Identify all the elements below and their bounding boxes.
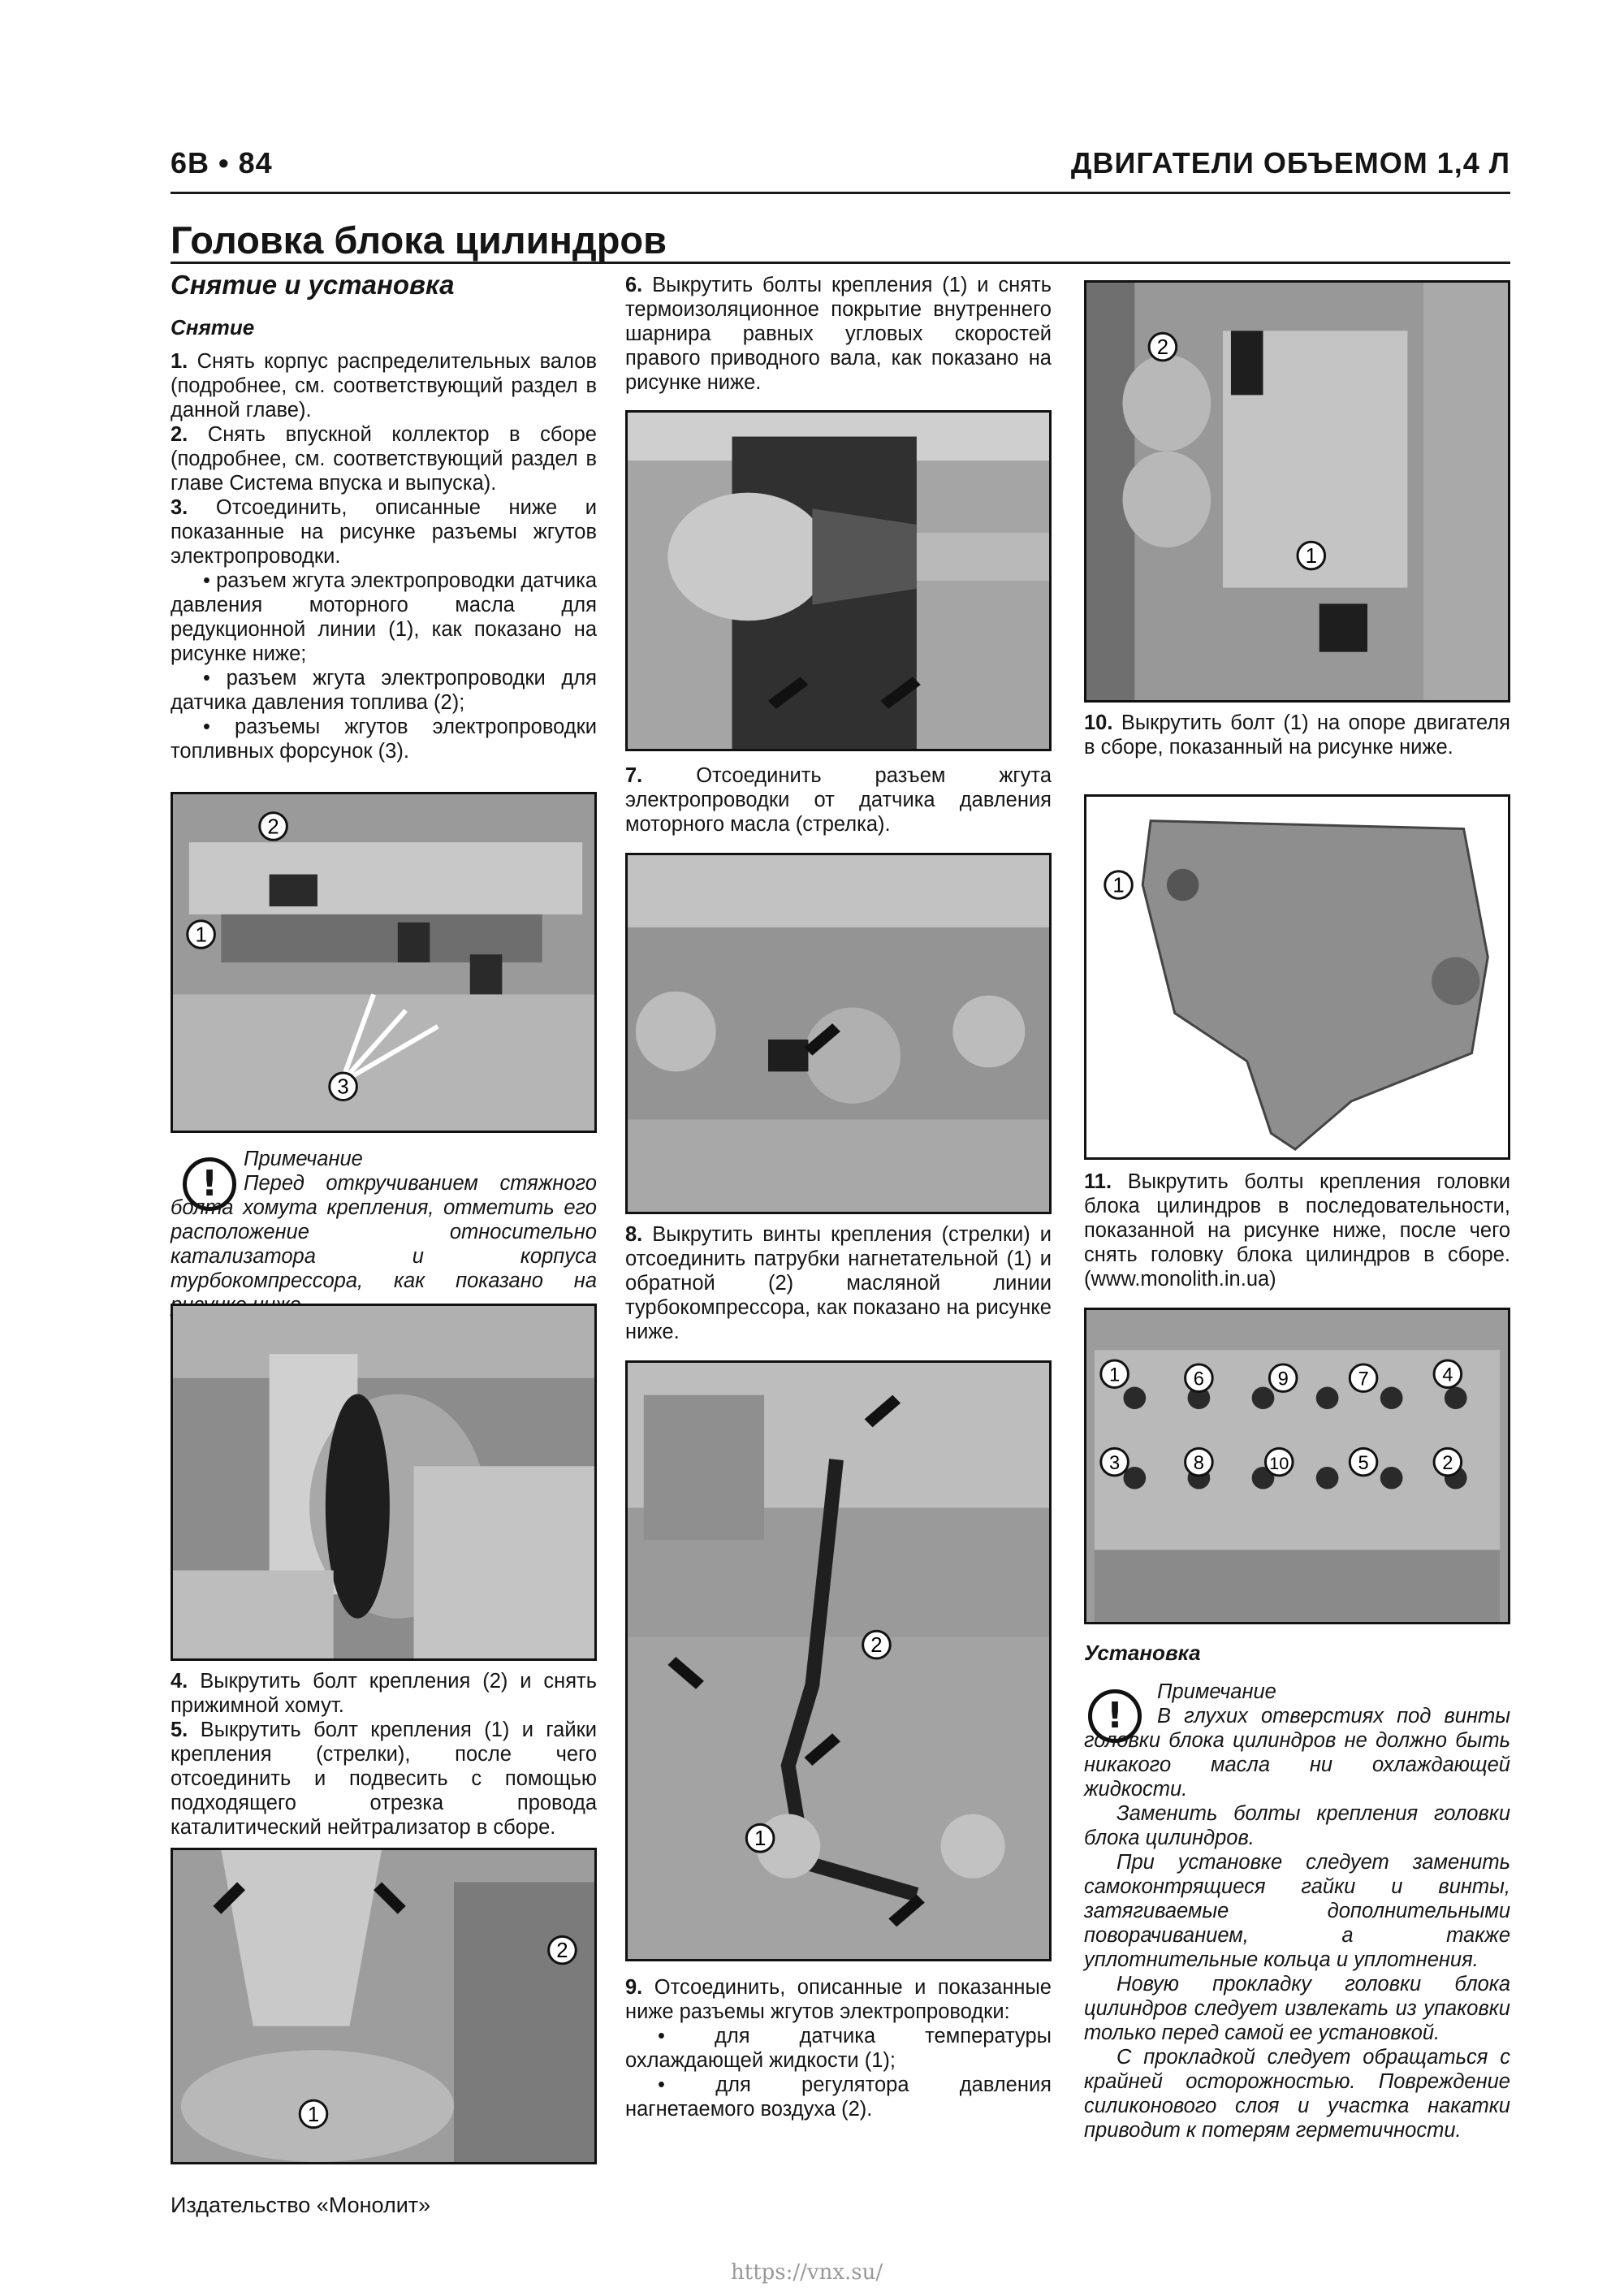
subsection-title: Снятие и установка bbox=[171, 270, 455, 300]
bullet-1: • разъем жгута электропроводки датчика давления моторного масла для редукционной линии (1), как показано на рисунке ниже; bbox=[171, 569, 597, 665]
middle-column-step8 bbox=[625, 1222, 1052, 1344]
callout-1: 1 bbox=[754, 1827, 767, 1851]
bolt-callout-8: 8 bbox=[1193, 1452, 1204, 1474]
step-1: 1. Снять корпус распределительных валов (подробнее, см. соответствующий раздел в данной главе). bbox=[171, 350, 597, 422]
bolt-callout-4: 4 bbox=[1442, 1364, 1453, 1386]
step-5: 5. Выкрутить болт крепления (1) и гайки крепления (стрелки), после чего отсоединить и подвесить с помощью подходящего отрезка провода каталитический нейтрализатор в сборе. bbox=[171, 1719, 597, 1839]
step-6: 6. Выкрутить болты крепления (1) и снять термоизоляционное покрытие внутреннего шарнира равных угловых скоростей правого приводного вала, как показано на рисунке ниже. bbox=[625, 274, 1052, 394]
warning-icon: ! bbox=[183, 1157, 236, 1211]
callout-2: 2 bbox=[870, 1634, 883, 1658]
note-label: Примечание bbox=[244, 1148, 363, 1170]
bolt-callout-2: 2 bbox=[1442, 1452, 1453, 1474]
step-11: 11. Выкрутить болты крепления головки блока цилиндров в последовательности, показанной на рисунке ниже, после чего снять головку блока цилиндров в сборе. (www.monolith.in.ua) bbox=[1084, 1170, 1510, 1291]
figure-driveshaft bbox=[625, 410, 1052, 751]
middle-column-bottom bbox=[625, 1975, 1052, 2121]
step-3: 3. Отсоединить, описанные ниже и показанные на рисунке разъемы жгутов электропроводки. bbox=[171, 496, 597, 568]
bullet-2: • разъем жгута электропроводки для датчика давления топлива (2); bbox=[171, 667, 597, 714]
note-p4: Новую прокладку головки блока цилиндров следует извлекать из упаковки только перед самой ее установкой. bbox=[1084, 1973, 1510, 2044]
callout-2: 2 bbox=[267, 815, 279, 839]
install-heading: Установка bbox=[1084, 1641, 1201, 1665]
figure-bolt-sequence bbox=[1084, 1308, 1510, 1624]
left-note bbox=[171, 1147, 597, 1317]
note-text: Перед откручиванием стяжного болта хомута крепления, отметить его расположение относительно катализатора и корпуса турбокомпрессора, как показано на bbox=[171, 1172, 597, 1292]
bullet-1: • для датчика температуры охлаждающей жидкости (1); bbox=[625, 2025, 1052, 2072]
figure-clamp bbox=[171, 1304, 597, 1661]
step-4: 4. Выкрутить болт крепления (2) и снять прижимной хомут. bbox=[171, 1670, 597, 1717]
bullet-2: • для регулятора давления нагнетаемого воздуха (2). bbox=[625, 2073, 1052, 2121]
middle-column-step7 bbox=[625, 763, 1052, 837]
callout-3: 3 bbox=[337, 1075, 349, 1099]
bolt-callout-9: 9 bbox=[1277, 1369, 1289, 1390]
figure-catalyst bbox=[171, 1848, 597, 2164]
middle-column-top bbox=[625, 273, 1052, 395]
install-heading-wrap bbox=[1084, 1641, 1510, 1665]
callout-1: 1 bbox=[1305, 544, 1317, 568]
right-column-step11 bbox=[1084, 1170, 1510, 1291]
step-10: 10. Выкрутить болт (1) на опоре двигателя в сборе, показанный на рисунке ниже. bbox=[1084, 711, 1510, 759]
left-column-top bbox=[171, 270, 597, 763]
note-p1: В глухих отверстиях под винты головки блока цилиндров не должно быть никакого масла ни охлаждающей жидкости. bbox=[1084, 1705, 1510, 1801]
right-note bbox=[1084, 1680, 1510, 2143]
header-divider bbox=[171, 192, 1510, 194]
callout-1: 1 bbox=[1112, 874, 1125, 897]
bolt-callout-6: 6 bbox=[1193, 1369, 1204, 1390]
figure-injectors bbox=[171, 792, 597, 1133]
step-7: 7. Отсоединить разъем жгута электропроводки от датчика давления моторного масла (стрелка). bbox=[625, 764, 1052, 836]
figure-connectors bbox=[1084, 280, 1510, 703]
step-9: 9. Отсоединить, описанные и показанные ниже разъемы жгутов электропроводки: bbox=[625, 1976, 1052, 2023]
figure-oil-sensor bbox=[625, 853, 1052, 1214]
note-label: Примечание bbox=[1157, 1680, 1276, 1703]
step-8: 8. Выкрутить винты крепления (стрелки) и отсоединить патрубки нагнетательной (1) и обратной (2) масляной линии турбокомпрессора, как показано на рисунке ниже. bbox=[625, 1223, 1052, 1343]
section-divider bbox=[171, 262, 1510, 264]
callout-2: 2 bbox=[556, 1939, 568, 1962]
bolt-callout-5: 5 bbox=[1358, 1452, 1369, 1474]
step-2: 2. Снять впускной коллектор в сборе (подробнее, см. соответствующий раздел в главе Система впуска и выпуска). bbox=[171, 423, 597, 495]
removal-heading: Снятие bbox=[171, 315, 255, 339]
figure-turbo-lines bbox=[625, 1360, 1052, 1961]
chapter-title: ДВИГАТЕЛИ ОБЪЕМОМ 1,4 Л bbox=[1070, 146, 1510, 179]
bolt-callout-3: 3 bbox=[1109, 1452, 1121, 1474]
bolt-callout-10: 10 bbox=[1269, 1452, 1289, 1473]
callout-1: 1 bbox=[307, 2103, 320, 2126]
callout-1: 1 bbox=[195, 923, 207, 947]
watermark-link[interactable]: https://vnx.su/ bbox=[731, 2260, 883, 2285]
section-title: Головка блока цилиндров bbox=[171, 218, 667, 262]
bolt-callout-1: 1 bbox=[1109, 1364, 1121, 1386]
right-column-step10 bbox=[1084, 711, 1510, 759]
note-p3: При установке следует заменить самоконтрящиеся гайки и винты, затягиваемые дополнительными поворачиванием, а также уплотнительные кольца и уплотнения. bbox=[1084, 1851, 1510, 1971]
page-number: 6В • 84 bbox=[171, 146, 273, 179]
note-p5: С прокладкой следует обращаться с крайней осторожностью. Повреждение силиконового слоя и участка накатки приводит к потерям герметичности. bbox=[1084, 2046, 1510, 2142]
bolt-callout-7: 7 bbox=[1358, 1369, 1369, 1390]
bullet-3: • разъемы жгутов электропроводки топливных форсунок (3). bbox=[171, 716, 597, 763]
publisher-footer: Издательство «Монолит» bbox=[171, 2193, 431, 2217]
left-column-bottom bbox=[171, 1669, 597, 1840]
note-p2: Заменить болты крепления головки блока цилиндров. bbox=[1084, 1802, 1510, 1849]
callout-2: 2 bbox=[1156, 335, 1169, 359]
warning-icon: ! bbox=[1088, 1689, 1142, 1743]
figure-mount bbox=[1084, 794, 1510, 1160]
